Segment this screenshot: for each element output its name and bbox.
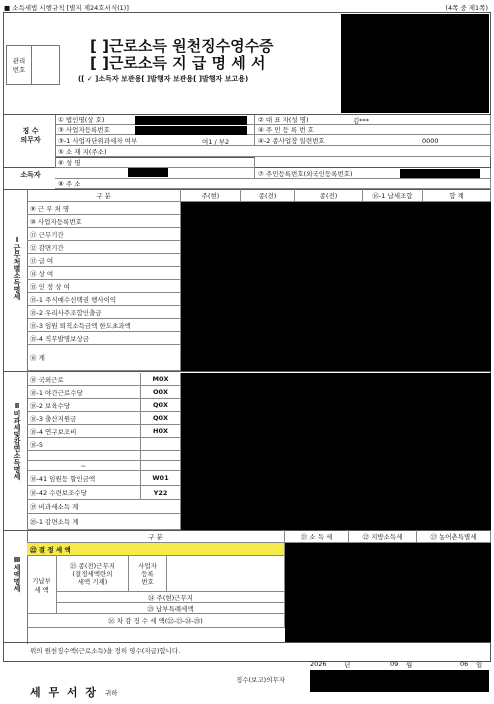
earner-group-label: 소득자	[20, 171, 41, 179]
redacted-section3-values	[285, 543, 491, 642]
code-foreign-work: M0X	[141, 373, 181, 386]
biz-number-label: 사업자 등록 번호	[129, 556, 167, 592]
section1-col-header: 구 분	[27, 189, 181, 202]
row-childcare: ⑱-2 보육수당	[27, 399, 141, 412]
diff-collection-label: ㉖ 차 감 징 수 세 액(㉒-㉓-㉔-㉕)	[27, 614, 285, 628]
code-exec-discount: W01	[141, 471, 181, 486]
col-tax-union: ⑯-1 납세조합	[363, 189, 423, 202]
date-month: 09	[390, 660, 399, 668]
earner-name-row	[55, 168, 255, 179]
row-reduction-period: ⑫ 감면기간	[27, 241, 181, 254]
row-section1-total: ⑯ 계	[27, 345, 181, 371]
payer-signature-label: 징수(보고)의무자	[236, 676, 286, 684]
title-withholding-receipt: [ ]근로소득 원천징수영수증	[90, 37, 274, 55]
branch-serial-label: ④-2 종사업장 일련번호	[255, 135, 491, 146]
representative-value: 김***	[353, 117, 370, 125]
row-birth-support: ⑱-3 출산지원금	[27, 412, 141, 425]
row-deemed-bonus: ⑮ 인 정 상 여	[27, 280, 181, 293]
row-reduction-total: ⑳-1 감면소득 계	[27, 514, 181, 530]
row-salary: ⑬ 급 여	[27, 254, 181, 267]
code-childcare: Q0X	[141, 399, 181, 412]
section3-label: Ⅲ세액명세	[13, 556, 21, 592]
prepaid-tax-label: 기납부 세 액	[27, 556, 57, 614]
divider	[3, 371, 491, 372]
earner-id-label: ⑦ 주민등록번호(외국인등록번호)	[255, 168, 491, 179]
row-exec-retirement: ⑮-3 임원 퇴직소득금액 한도초과액	[27, 319, 181, 332]
row-determined-tax: ㉒ 결 정 세 액	[27, 543, 285, 556]
prev-workplace-label: ㉓ 종(전)근무지 (결정세액란의 세액 기재)	[57, 556, 129, 592]
resident-number-label: ④ 주 민 등 록 번 호	[255, 125, 491, 135]
earner-address-label: ⑧ 주 소	[55, 179, 491, 189]
row-blank	[27, 451, 141, 461]
business-reg-number-label: ③ 사업자등록번호	[55, 125, 255, 135]
form-reference: ■ 소득세법 시행규칙 [별지 제24호서식(1)]	[4, 4, 129, 12]
row-invention-reward: ⑮-4 직무발명보상금	[27, 332, 181, 345]
receipt-statement: 위의 원천징수액(근로소득)을 정히 영수(지급)합니다.	[30, 647, 181, 655]
row-foreign-work: ⑱ 국외근로	[27, 373, 141, 386]
branch-serial-value: 0000	[422, 137, 439, 145]
tax-office-label: 세 무 서 장	[30, 686, 98, 699]
section3-col-header: 구 분	[27, 530, 285, 543]
code-blank	[141, 451, 181, 461]
col-income-tax: ㉑ 소 득 세	[285, 530, 349, 543]
payer-group-label: 징 수 의무자	[20, 127, 41, 144]
row-bonus: ⑭ 상 여	[27, 267, 181, 280]
col-local-tax: ㉒ 지방소득세	[349, 530, 417, 543]
management-number-field[interactable]	[32, 45, 60, 85]
date-day: 06	[460, 660, 469, 668]
management-number-label: 관리 번호	[6, 45, 32, 85]
honorific: 귀하	[105, 689, 118, 697]
col-current: 주(현)	[181, 189, 241, 202]
code-birth-support: Q0X	[141, 412, 181, 425]
earner-name-label: ⑥ 성 명	[55, 157, 255, 168]
row-ellipsis: ~	[27, 461, 141, 471]
representative-label: ② 대 표 자(성 명)	[255, 115, 491, 125]
row-stock-option: ⑮-1 주식매수선택권 행사이익	[27, 293, 181, 306]
col-total: 합 계	[423, 189, 491, 202]
row-esop-withdrawal: ⑮-2 우리사주조합인출금	[27, 306, 181, 319]
code-ellipsis	[141, 461, 181, 471]
redacted-section1-values	[181, 202, 491, 371]
redacted-earner-id	[400, 169, 480, 178]
company-name-label: ① 법인명(상 호)	[55, 115, 255, 125]
code-night-work: O0X	[141, 386, 181, 399]
col-previous-1: 종(전)	[241, 189, 295, 202]
row-nontax-total: ⑲ 비과세소득 계	[27, 500, 181, 514]
date-year: 2026	[310, 660, 327, 668]
code-nontax-5	[141, 438, 181, 451]
row-exec-discount: ⑱-41 임원등 할인금액	[27, 471, 141, 486]
unit-taxation-label: ③-1 사업자단위과세자 여부	[55, 135, 255, 146]
date-month-unit: 월	[406, 661, 413, 669]
code-research-aid: H0X	[141, 425, 181, 438]
copy-type-selector[interactable]: ([ ✓ ]소득자 보관용[ ]발행자 보관용[ ]발행자 보고용)	[78, 75, 249, 83]
date-day-unit: 일	[476, 661, 483, 669]
col-previous-2: 종(전)	[295, 189, 363, 202]
row-work-period: ⑪ 근무기간	[27, 228, 181, 241]
redacted-barcode-area	[341, 14, 489, 113]
code-training-aid: Y22	[141, 486, 181, 500]
row-training-aid: ⑱-42 수련보조수당	[27, 486, 141, 500]
curr-workplace-label: ㉔ 주(현)근무지	[57, 592, 285, 603]
row-workplace-name: ⑨ 근 무 처 명	[27, 202, 181, 215]
section2-label: Ⅱ비과세및감면소득명세	[13, 402, 21, 480]
col-rural-tax: ㉓ 농어촌특별세	[417, 530, 491, 543]
unit-taxation-value: 여1 / 부2	[202, 138, 230, 146]
divider	[3, 642, 491, 643]
row-nontax-5: ⑱-5	[27, 438, 141, 451]
row-business-number: ⑩ 사업자등록번호	[27, 215, 181, 228]
row-night-work: ⑱-1 야간근로수당	[27, 386, 141, 399]
special-tax-label: ㉕ 납부특례세액	[57, 603, 285, 614]
title-payment-statement: [ ]근로소득 지 급 명 세 서	[90, 54, 266, 72]
date-year-unit: 년	[344, 661, 351, 669]
page-indicator: (4쪽 중 제1쪽)	[445, 4, 488, 12]
redacted-payer-signature	[310, 670, 489, 692]
redacted-section2-values	[181, 373, 491, 530]
redacted-business-reg-number	[135, 126, 247, 135]
biz-number-field[interactable]	[167, 556, 285, 592]
redacted-company-name	[135, 116, 247, 125]
row-research-aid: ⑱-4 연구보조비	[27, 425, 141, 438]
address-label: ⑤ 소 재 지(주소)	[55, 146, 491, 157]
section1-label: Ⅰ근무처별소득명세	[13, 236, 21, 300]
